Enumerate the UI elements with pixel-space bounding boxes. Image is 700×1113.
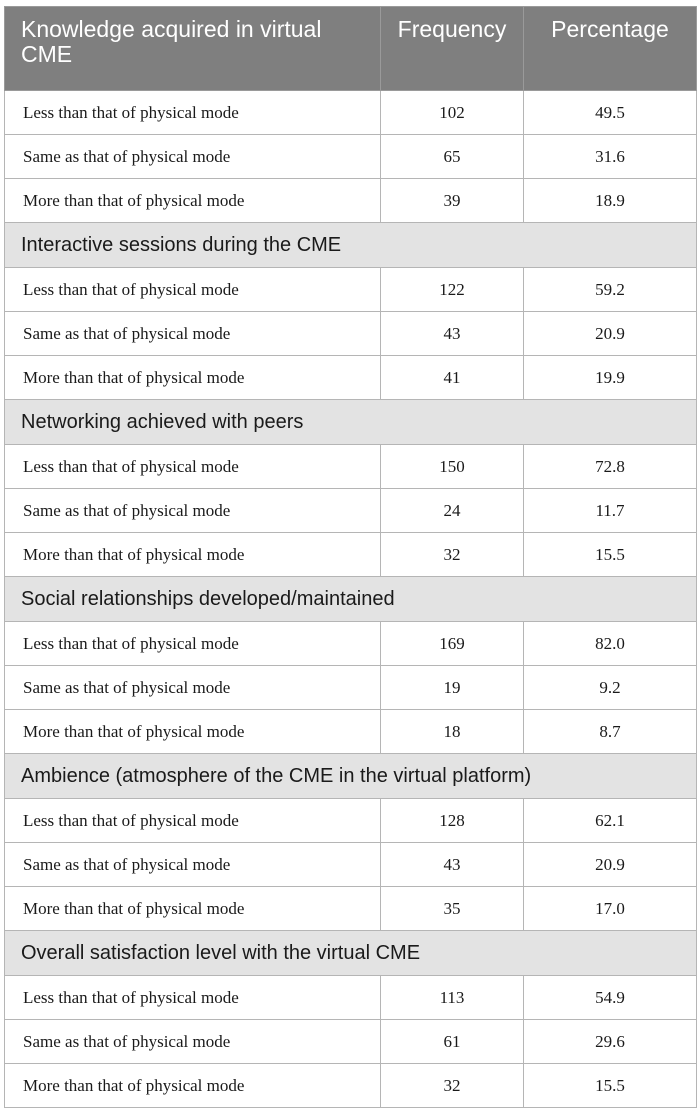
row-percentage: 31.6 <box>524 135 697 179</box>
row-label: Same as that of physical mode <box>5 489 381 533</box>
row-label: Less than that of physical mode <box>5 622 381 666</box>
row-frequency: 122 <box>381 268 524 312</box>
row-label: Less than that of physical mode <box>5 976 381 1020</box>
row-frequency: 150 <box>381 445 524 489</box>
row-frequency: 18 <box>381 710 524 754</box>
row-percentage: 19.9 <box>524 356 697 400</box>
header-row <box>5 7 697 91</box>
table-row <box>5 976 697 1020</box>
header-frequency: Frequency <box>381 7 524 91</box>
table-row <box>5 356 697 400</box>
section-title: Networking achieved with peers <box>5 400 697 445</box>
table-row <box>5 1064 697 1108</box>
section-title: Overall satisfaction level with the virtual CME <box>5 931 697 976</box>
row-label: More than that of physical mode <box>5 887 381 931</box>
row-frequency: 41 <box>381 356 524 400</box>
row-percentage: 20.9 <box>524 843 697 887</box>
row-label: Less than that of physical mode <box>5 799 381 843</box>
row-percentage: 54.9 <box>524 976 697 1020</box>
row-frequency: 169 <box>381 622 524 666</box>
row-frequency: 43 <box>381 843 524 887</box>
table-row <box>5 135 697 179</box>
row-label: Same as that of physical mode <box>5 1020 381 1064</box>
section-row <box>5 223 697 268</box>
row-frequency: 102 <box>381 91 524 135</box>
row-percentage: 49.5 <box>524 91 697 135</box>
section-row <box>5 931 697 976</box>
row-label: Less than that of physical mode <box>5 445 381 489</box>
table-row <box>5 799 697 843</box>
row-label: More than that of physical mode <box>5 1064 381 1108</box>
row-frequency: 39 <box>381 179 524 223</box>
row-percentage: 9.2 <box>524 666 697 710</box>
row-frequency: 43 <box>381 312 524 356</box>
table-row <box>5 622 697 666</box>
row-percentage: 72.8 <box>524 445 697 489</box>
table-row <box>5 710 697 754</box>
table-row <box>5 666 697 710</box>
row-label: Less than that of physical mode <box>5 91 381 135</box>
row-frequency: 61 <box>381 1020 524 1064</box>
table-row <box>5 445 697 489</box>
table-row <box>5 489 697 533</box>
header-category: Knowledge acquired in virtual CME <box>5 7 381 91</box>
row-percentage: 59.2 <box>524 268 697 312</box>
section-row <box>5 400 697 445</box>
table-row <box>5 179 697 223</box>
row-frequency: 32 <box>381 1064 524 1108</box>
section-title: Social relationships developed/maintained <box>5 577 697 622</box>
row-frequency: 19 <box>381 666 524 710</box>
row-frequency: 113 <box>381 976 524 1020</box>
row-label: Same as that of physical mode <box>5 312 381 356</box>
row-label: More than that of physical mode <box>5 179 381 223</box>
row-percentage: 20.9 <box>524 312 697 356</box>
table-row <box>5 533 697 577</box>
row-label: Same as that of physical mode <box>5 135 381 179</box>
table-row <box>5 312 697 356</box>
table-row <box>5 887 697 931</box>
table-row <box>5 91 697 135</box>
row-percentage: 18.9 <box>524 179 697 223</box>
row-frequency: 65 <box>381 135 524 179</box>
row-percentage: 8.7 <box>524 710 697 754</box>
row-percentage: 29.6 <box>524 1020 697 1064</box>
row-label: More than that of physical mode <box>5 356 381 400</box>
table-row <box>5 1020 697 1064</box>
row-frequency: 128 <box>381 799 524 843</box>
row-percentage: 15.5 <box>524 533 697 577</box>
table-body <box>5 91 697 1108</box>
section-row <box>5 754 697 799</box>
row-label: More than that of physical mode <box>5 533 381 577</box>
row-label: More than that of physical mode <box>5 710 381 754</box>
row-percentage: 82.0 <box>524 622 697 666</box>
row-percentage: 17.0 <box>524 887 697 931</box>
row-label: Same as that of physical mode <box>5 843 381 887</box>
section-title: Ambience (atmosphere of the CME in the virtual platform) <box>5 754 697 799</box>
section-row <box>5 577 697 622</box>
row-percentage: 62.1 <box>524 799 697 843</box>
section-title: Interactive sessions during the CME <box>5 223 697 268</box>
table-row <box>5 268 697 312</box>
data-table <box>4 6 697 1108</box>
row-label: Less than that of physical mode <box>5 268 381 312</box>
row-frequency: 24 <box>381 489 524 533</box>
row-frequency: 35 <box>381 887 524 931</box>
table-row <box>5 843 697 887</box>
header-percentage: Percentage <box>524 7 697 91</box>
table-header <box>5 7 697 91</box>
row-frequency: 32 <box>381 533 524 577</box>
row-percentage: 15.5 <box>524 1064 697 1108</box>
row-label: Same as that of physical mode <box>5 666 381 710</box>
row-percentage: 11.7 <box>524 489 697 533</box>
